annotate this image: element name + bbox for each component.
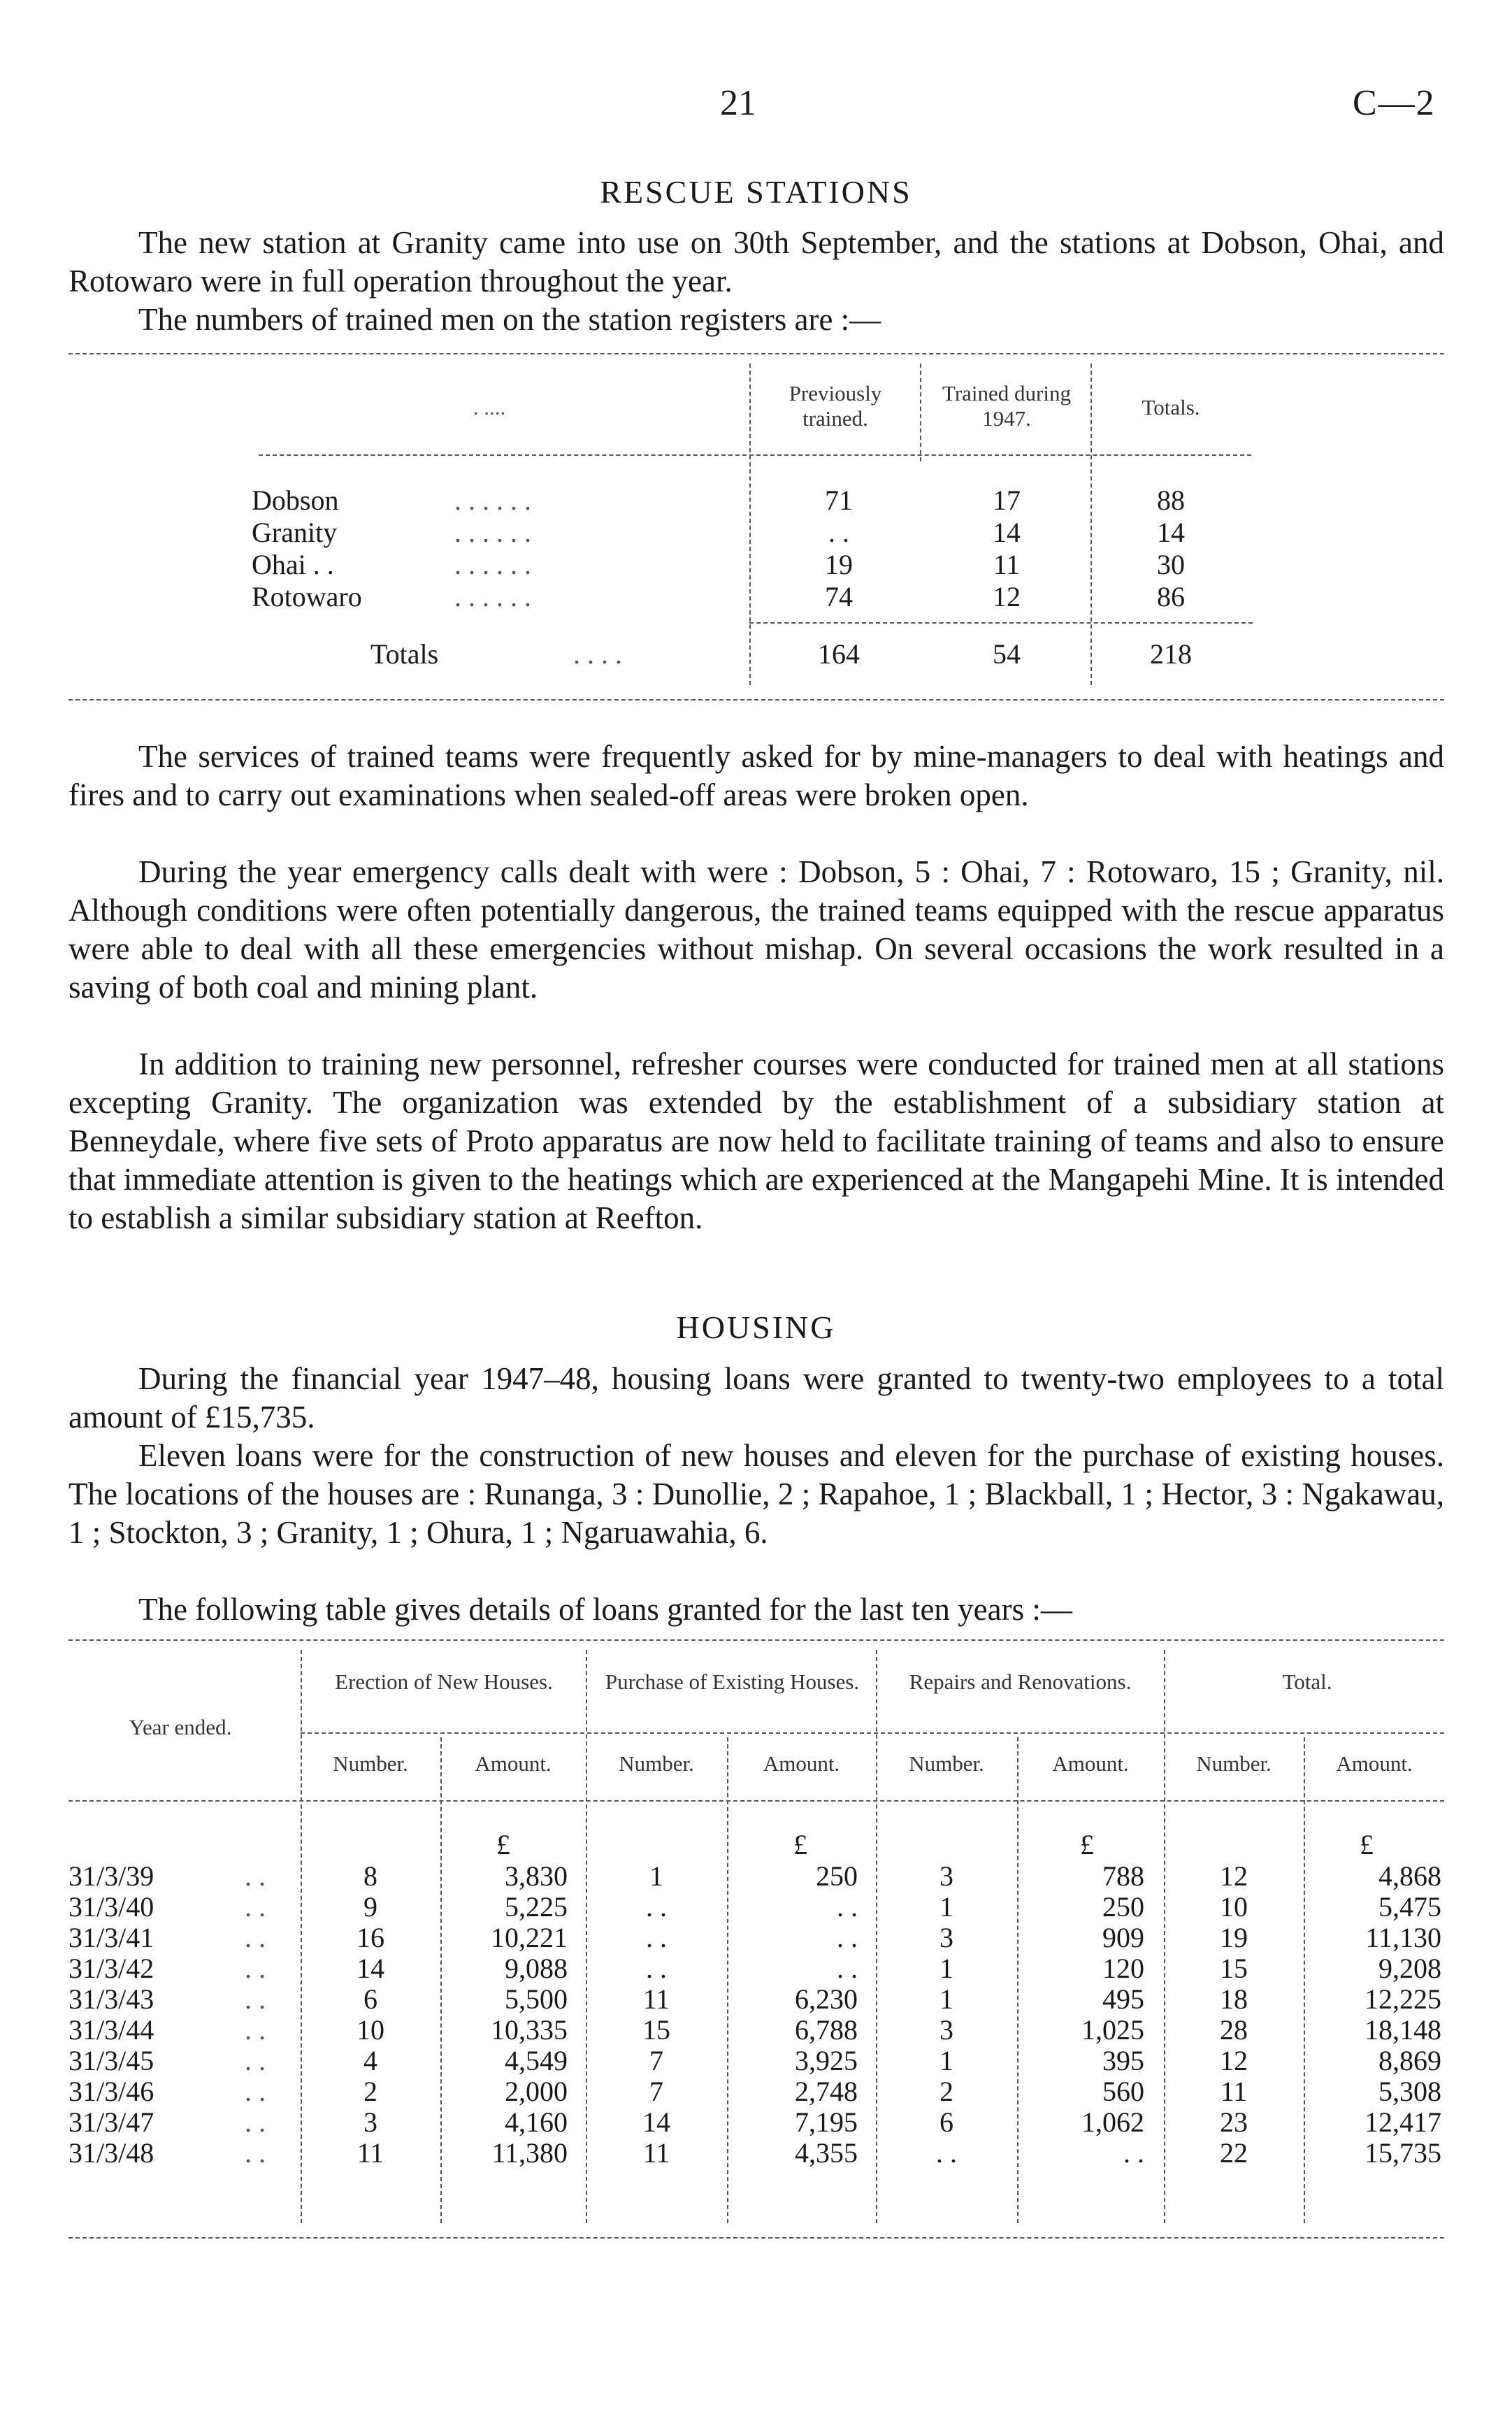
leader-dots: . . xyxy=(245,2137,266,2169)
erection-amount: 10,221 xyxy=(491,1922,568,1953)
total-amount: 5,475 xyxy=(1378,1891,1441,1923)
erection-number: 10 xyxy=(357,2014,384,2046)
previously-trained-value: 19 xyxy=(825,549,853,580)
header-purchase-existing-houses: Purchase of Existing Houses. xyxy=(605,1669,860,1694)
total-amount: 15,735 xyxy=(1365,2137,1441,2169)
year-ended: 31/3/40 xyxy=(69,1891,154,1923)
station-name: Ohai . . xyxy=(252,549,334,580)
erection-number: 8 xyxy=(363,1860,377,1892)
total-number: 23 xyxy=(1220,2106,1248,2138)
erection-number: 9 xyxy=(363,1891,377,1923)
trained-during-value: 17 xyxy=(993,484,1021,516)
total-amount: 8,869 xyxy=(1378,2045,1441,2076)
repairs-amount: 560 xyxy=(1102,2076,1144,2107)
total-number: 11 xyxy=(1220,2076,1248,2107)
erection-amount: 4,549 xyxy=(505,2045,568,2076)
header-amount: Amount. xyxy=(1052,1751,1129,1776)
repairs-number: 2 xyxy=(939,2076,953,2107)
totals-rule xyxy=(749,622,1253,624)
leader-dots: . . xyxy=(245,2076,266,2107)
header-totals: Totals. xyxy=(1142,395,1200,419)
repairs-amount: 120 xyxy=(1102,1953,1144,1984)
total-value: 30 xyxy=(1157,549,1185,580)
leader-dots: . . xyxy=(245,1953,266,1984)
header-year-ended: Year ended. xyxy=(129,1715,232,1739)
trained-during-total: 54 xyxy=(993,638,1021,670)
header-blank: . .... xyxy=(473,395,506,419)
repairs-number: 3 xyxy=(939,1922,953,1953)
column-divider xyxy=(1090,364,1092,685)
previously-trained-total: 164 xyxy=(818,638,860,670)
page-number: 21 xyxy=(720,83,756,123)
housing-locations-paragraph: Eleven loans were for the construction of new houses and eleven for the purchase of existing houses. The locations of the houses are : Runanga, 3 : Dunollie, 2 ; Rapahoe, 1 ; Blackball, 1 ; Hector, 3 : Ngakawau, 1 ; Stockton, 3 ; Granity, 1 ; Ohura, 1 ; Ngaruawahia, 6. xyxy=(69,1438,1444,1550)
purchase-number: 14 xyxy=(642,2106,670,2138)
housing-heading: HOUSING xyxy=(676,1309,836,1345)
repairs-number: 3 xyxy=(939,2014,953,2046)
purchase-number: . . xyxy=(646,1922,667,1953)
repairs-number: 1 xyxy=(939,2045,953,2076)
repairs-number: . . xyxy=(936,2137,957,2169)
trained-during-value: 11 xyxy=(993,549,1021,580)
purchase-amount: . . xyxy=(837,1953,858,1984)
repairs-number: 1 xyxy=(939,1953,953,1984)
currency-symbol: £ xyxy=(793,1829,807,1860)
year-ended: 31/3/39 xyxy=(69,1860,154,1892)
erection-number: 6 xyxy=(363,1983,377,2015)
total-value: 86 xyxy=(1157,581,1185,612)
leader-dots: . . xyxy=(245,1860,266,1892)
purchase-amount: 6,230 xyxy=(795,1983,858,2015)
purchase-amount: 3,925 xyxy=(795,2045,858,2076)
purchase-number: 1 xyxy=(649,1860,663,1892)
leader-dots: . . xyxy=(245,1891,266,1923)
total-value: 88 xyxy=(1157,484,1185,516)
total-number: 19 xyxy=(1220,1922,1248,1953)
leader-dots: . . . . . . xyxy=(454,517,531,548)
leader-dots: . . xyxy=(245,1922,266,1953)
total-amount: 12,225 xyxy=(1365,1983,1441,2015)
repairs-amount: . . xyxy=(1123,2137,1144,2169)
purchase-amount: 7,195 xyxy=(795,2106,858,2138)
purchase-amount: . . xyxy=(837,1922,858,1953)
year-ended: 31/3/43 xyxy=(69,1983,154,2015)
currency-symbol: £ xyxy=(1080,1829,1094,1860)
header-erection-new-houses: Erection of New Houses. xyxy=(335,1669,553,1694)
erection-amount: 4,160 xyxy=(505,2106,568,2138)
leader-dots: . . xyxy=(245,2106,266,2138)
header-number: Number. xyxy=(333,1751,408,1776)
leader-dots: . . xyxy=(245,2045,266,2076)
purchase-amount: 250 xyxy=(816,1860,858,1892)
rescue-services-paragraph: The services of trained teams were frequently asked for by mine-managers to deal with heatings and fires and to carry out examinations when sealed-off areas were broken open. xyxy=(69,739,1444,812)
header-amount: Amount. xyxy=(763,1751,840,1776)
table-top-rule xyxy=(69,353,1444,354)
currency-symbol: £ xyxy=(496,1829,510,1860)
erection-amount: 10,335 xyxy=(491,2014,568,2046)
leader-dots: . . xyxy=(245,1983,266,2015)
leader-dots: . . xyxy=(245,2014,266,2046)
trained-during-value: 14 xyxy=(993,517,1021,548)
rescue-intro-paragraph: The new station at Granity came into use on 30th September, and the stations at Dobson, Ohai, and Rotowaro were in full operation throughout the year. xyxy=(69,225,1444,299)
total-amount: 4,868 xyxy=(1378,1860,1441,1892)
repairs-amount: 395 xyxy=(1102,2045,1144,2076)
year-ended: 31/3/48 xyxy=(69,2137,154,2169)
total-number: 12 xyxy=(1220,1860,1248,1892)
year-ended: 31/3/44 xyxy=(69,2014,154,2046)
year-ended: 31/3/41 xyxy=(69,1922,154,1953)
trained-during-value: 12 xyxy=(993,581,1021,612)
total-number: 18 xyxy=(1220,1983,1248,2015)
repairs-amount: 495 xyxy=(1102,1983,1144,2015)
grand-total: 218 xyxy=(1150,638,1192,670)
header-bottom-rule xyxy=(69,1800,1444,1802)
total-number: 28 xyxy=(1220,2014,1248,2046)
header-number: Number. xyxy=(909,1751,984,1776)
purchase-number: 7 xyxy=(649,2076,663,2107)
repairs-amount: 788 xyxy=(1102,1860,1144,1892)
purchase-amount: 4,355 xyxy=(795,2137,858,2169)
header-number: Number. xyxy=(619,1751,694,1776)
repairs-number: 6 xyxy=(939,2106,953,2138)
table-top-rule xyxy=(69,1639,1444,1641)
erection-number: 4 xyxy=(363,2045,377,2076)
total-amount: 11,130 xyxy=(1365,1922,1441,1953)
header-trained-during: Trained during 1947. xyxy=(942,381,1071,431)
year-ended: 31/3/42 xyxy=(69,1953,154,1984)
repairs-amount: 250 xyxy=(1102,1891,1144,1923)
year-ended: 31/3/47 xyxy=(69,2106,154,2138)
erection-amount: 11,380 xyxy=(491,2137,568,2169)
header-number: Number. xyxy=(1196,1751,1272,1776)
purchase-amount: 6,788 xyxy=(795,2014,858,2046)
column-divider xyxy=(749,364,751,685)
total-amount: 9,208 xyxy=(1378,1953,1441,1984)
previously-trained-value: . . xyxy=(828,517,849,548)
erection-number: 2 xyxy=(363,2076,377,2107)
erection-amount: 9,088 xyxy=(505,1953,568,1984)
erection-number: 16 xyxy=(357,1922,384,1953)
repairs-number: 1 xyxy=(939,1983,953,2015)
rescue-stations-heading: RESCUE STATIONS xyxy=(600,174,912,210)
purchase-number: 7 xyxy=(649,2045,663,2076)
station-name: Dobson xyxy=(252,484,339,516)
leader-dots: . . . . xyxy=(573,638,622,670)
rescue-emergency-paragraph: During the year emergency calls dealt with were : Dobson, 5 : Ohai, 7 : Rotowaro, 15 ; Granity, nil. Although conditions were often potentially dangerous, the trained teams equipped with the rescue apparatus were able to deal with all these emergencies without mishap. On several occasions the work resulted in a saving of both coal and mining plant. xyxy=(69,854,1444,1005)
total-amount: 18,148 xyxy=(1365,2014,1441,2046)
header-previously-trained: Previously trained. xyxy=(789,381,882,431)
table-bottom-rule xyxy=(69,699,1444,701)
header-rule xyxy=(259,454,1251,456)
total-number: 10 xyxy=(1220,1891,1248,1923)
erection-amount: 3,830 xyxy=(505,1860,568,1892)
repairs-number: 3 xyxy=(939,1860,953,1892)
previously-trained-value: 71 xyxy=(825,484,853,516)
total-value: 14 xyxy=(1157,517,1185,548)
totals-label: Totals xyxy=(370,638,439,670)
purchase-amount: 2,748 xyxy=(795,2076,858,2107)
header-sub-rule xyxy=(301,1732,1444,1734)
erection-amount: 2,000 xyxy=(505,2076,568,2107)
total-amount: 12,417 xyxy=(1365,2106,1441,2138)
header-repairs-renovations: Repairs and Renovations. xyxy=(909,1669,1132,1694)
purchase-amount: . . xyxy=(837,1891,858,1923)
erection-number: 14 xyxy=(357,1953,384,1984)
header-total: Total. xyxy=(1282,1669,1332,1694)
document-code: C—2 xyxy=(1353,83,1436,123)
purchase-number: 11 xyxy=(642,1983,670,2015)
header-amount: Amount. xyxy=(475,1751,552,1776)
total-number: 22 xyxy=(1220,2137,1248,2169)
year-ended: 31/3/45 xyxy=(69,2045,154,2076)
erection-amount: 5,500 xyxy=(505,1983,568,2015)
rescue-table-intro: The numbers of trained men on the station registers are :— xyxy=(138,302,881,337)
station-name: Granity xyxy=(252,517,338,548)
purchase-number: 11 xyxy=(642,2137,670,2169)
rescue-training-paragraph: In addition to training new personnel, refresher courses were conducted for trained men at all stations excepting Granity. The organization was extended by the establishment of a subsidiary station at Benneydale, where five sets of Proto apparatus are now held to facilitate training of teams and also to ensure that immediate attention is given to the heatings which are experienced at the Mangapehi Mine. It is intended to establish a similar subsidiary station at Reefton. xyxy=(69,1047,1444,1235)
erection-amount: 5,225 xyxy=(505,1891,568,1923)
purchase-number: . . xyxy=(646,1891,667,1923)
erection-number: 3 xyxy=(363,2106,377,2138)
leader-dots: . . . . . . xyxy=(454,484,531,516)
purchase-number: . . xyxy=(646,1953,667,1984)
total-amount: 5,308 xyxy=(1378,2076,1441,2107)
total-number: 12 xyxy=(1220,2045,1248,2076)
repairs-number: 1 xyxy=(939,1891,953,1923)
repairs-amount: 909 xyxy=(1102,1922,1144,1953)
header-amount: Amount. xyxy=(1336,1751,1413,1776)
housing-table-intro: The following table gives details of loans granted for the last ten years :— xyxy=(138,1592,1072,1627)
repairs-amount: 1,062 xyxy=(1081,2106,1144,2138)
erection-number: 11 xyxy=(357,2137,384,2169)
leader-dots: . . . . . . xyxy=(454,549,531,580)
station-name: Rotowaro xyxy=(252,581,362,612)
total-number: 15 xyxy=(1220,1953,1248,1984)
leader-dots: . . . . . . xyxy=(454,581,531,612)
repairs-amount: 1,025 xyxy=(1081,2014,1144,2046)
table-bottom-rule xyxy=(69,2237,1444,2239)
housing-loans-paragraph: During the financial year 1947–48, housing loans were granted to twenty-two employees to a total amount of £15,735. xyxy=(69,1361,1444,1435)
column-divider xyxy=(920,364,921,461)
year-ended: 31/3/46 xyxy=(69,2076,154,2107)
purchase-number: 15 xyxy=(642,2014,670,2046)
currency-symbol: £ xyxy=(1360,1829,1374,1860)
previously-trained-value: 74 xyxy=(825,581,853,612)
